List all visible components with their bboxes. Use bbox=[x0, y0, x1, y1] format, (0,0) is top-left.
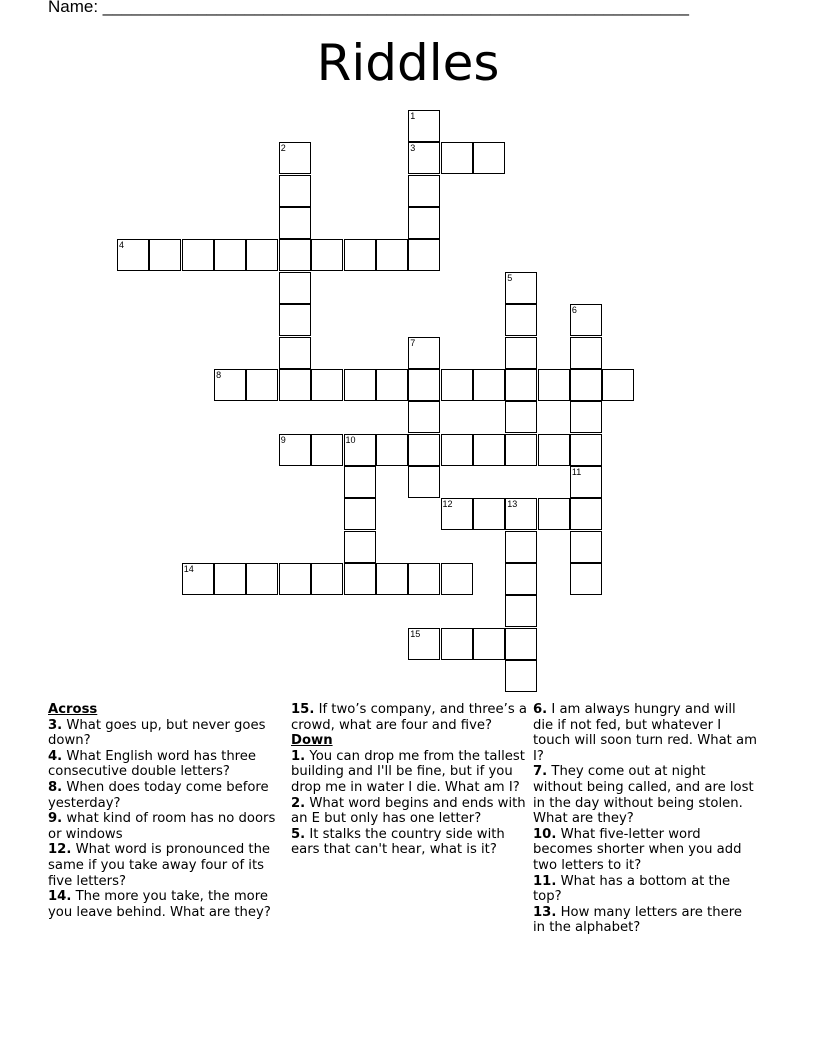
grid-cell[interactable] bbox=[505, 531, 537, 563]
clue-across-4: 4. What English word has three consecutive double letters? bbox=[48, 748, 257, 780]
clue-down-6: 6. I am always hungry and will die if not fed, but whatever I touch will soon turn red. What am I? bbox=[533, 702, 757, 764]
grid-cell[interactable] bbox=[117, 239, 149, 271]
clue-number: 8 bbox=[216, 369, 222, 380]
grid-cell[interactable] bbox=[473, 434, 505, 466]
grid-cell[interactable] bbox=[408, 369, 440, 401]
grid-cell[interactable] bbox=[538, 498, 570, 530]
grid-cell[interactable] bbox=[505, 595, 537, 627]
clue-column-2 bbox=[291, 702, 527, 858]
clue-number: 7 bbox=[410, 337, 416, 348]
clue-down-11: 11. What has a bottom at the top? bbox=[533, 873, 731, 905]
grid-cell[interactable] bbox=[344, 239, 376, 271]
clue-number: 1 bbox=[410, 111, 416, 121]
clue-down-7: 7. They come out at night without being called, and are lost in the day without being stolen. What are they? bbox=[533, 764, 754, 827]
grid-cell[interactable] bbox=[441, 628, 473, 660]
grid-cell[interactable] bbox=[246, 563, 278, 595]
grid-cell[interactable] bbox=[376, 434, 408, 466]
page-title: Riddles bbox=[316, 34, 500, 92]
grid-cell[interactable] bbox=[408, 337, 440, 369]
grid-cell[interactable] bbox=[441, 563, 473, 595]
clue-number: 6 bbox=[571, 305, 577, 316]
grid-cell[interactable] bbox=[602, 369, 634, 401]
grid-cell[interactable] bbox=[182, 563, 214, 595]
clue-across-9: 9. what kind of room has no doors or windows bbox=[48, 811, 276, 842]
clue-across-14: 14. The more you take, the more you leave behind. What are they? bbox=[48, 889, 271, 920]
grid-cell[interactable] bbox=[441, 142, 473, 174]
grid-cell[interactable] bbox=[538, 434, 570, 466]
grid-cell[interactable] bbox=[408, 142, 440, 174]
grid-cell[interactable] bbox=[473, 142, 505, 174]
grid-cell[interactable] bbox=[505, 498, 537, 530]
grid-cell[interactable] bbox=[505, 628, 537, 660]
grid-cell[interactable] bbox=[505, 272, 537, 304]
grid-cell[interactable] bbox=[344, 563, 376, 595]
grid-cell[interactable] bbox=[279, 337, 311, 369]
grid-cell[interactable] bbox=[505, 401, 537, 433]
grid-cell[interactable] bbox=[505, 304, 537, 336]
grid-cell[interactable] bbox=[408, 401, 440, 433]
grid-cell[interactable] bbox=[570, 337, 602, 369]
grid-cell[interactable] bbox=[441, 369, 473, 401]
clue-across-12: 12. What word is pronounced the same if you take away four of its five letters? bbox=[48, 842, 271, 889]
grid-cell[interactable] bbox=[473, 369, 505, 401]
grid-cell[interactable] bbox=[408, 207, 440, 239]
grid-cell[interactable] bbox=[570, 466, 602, 498]
grid-cell[interactable] bbox=[441, 498, 473, 530]
grid-cell[interactable] bbox=[279, 142, 311, 174]
clue-down-2: 2. What word begins and ends with an E but only has one letter? bbox=[291, 795, 526, 827]
clue-number: 10 bbox=[345, 434, 356, 445]
grid-cell[interactable] bbox=[344, 434, 376, 466]
grid-cell[interactable] bbox=[473, 498, 505, 530]
grid-cell[interactable] bbox=[279, 304, 311, 336]
grid-cell[interactable] bbox=[408, 466, 440, 498]
grid-cell[interactable] bbox=[505, 434, 537, 466]
grid-cell[interactable] bbox=[408, 628, 440, 660]
grid-cell[interactable] bbox=[279, 239, 311, 271]
grid-cell[interactable] bbox=[311, 563, 343, 595]
clue-number: 9 bbox=[280, 434, 286, 445]
grid-cell[interactable] bbox=[182, 239, 214, 271]
grid-cell[interactable] bbox=[570, 531, 602, 563]
grid-cell[interactable] bbox=[279, 369, 311, 401]
grid-cell[interactable] bbox=[149, 239, 181, 271]
clue-number: 5 bbox=[507, 272, 513, 283]
grid-cell[interactable] bbox=[570, 304, 602, 336]
grid-cell[interactable] bbox=[473, 628, 505, 660]
grid-cell[interactable] bbox=[311, 434, 343, 466]
grid-cell[interactable] bbox=[311, 239, 343, 271]
grid-cell[interactable] bbox=[376, 239, 408, 271]
grid-cell[interactable] bbox=[279, 272, 311, 304]
grid-cell[interactable] bbox=[214, 239, 246, 271]
grid-cell[interactable] bbox=[344, 498, 376, 530]
clue-number: 13 bbox=[507, 499, 518, 510]
grid-cell[interactable] bbox=[279, 434, 311, 466]
grid-cell[interactable] bbox=[214, 563, 246, 595]
grid-cell[interactable] bbox=[441, 434, 473, 466]
clue-number: 12 bbox=[442, 499, 453, 510]
grid-cell[interactable] bbox=[408, 175, 440, 207]
grid-cell[interactable] bbox=[311, 369, 343, 401]
clue-down-10: 10. What five-letter word becomes shorter when you add two letters to it? bbox=[533, 826, 742, 873]
grid-cell[interactable] bbox=[570, 369, 602, 401]
clue-down-13: 13. How many letters are there in the alphabet? bbox=[533, 904, 742, 936]
grid-cell[interactable] bbox=[344, 466, 376, 498]
grid-cell[interactable] bbox=[505, 337, 537, 369]
grid-cell[interactable] bbox=[570, 498, 602, 530]
grid-cell[interactable] bbox=[376, 563, 408, 595]
grid-cell[interactable] bbox=[279, 207, 311, 239]
grid-cell[interactable] bbox=[279, 563, 311, 595]
grid-cell[interactable] bbox=[570, 401, 602, 433]
grid-cell[interactable] bbox=[344, 369, 376, 401]
grid-cell[interactable] bbox=[505, 660, 537, 692]
name-field-label: Name: ______________________________________________________________ bbox=[48, 0, 689, 16]
across-header: Across bbox=[48, 702, 98, 717]
grid-cell[interactable] bbox=[538, 369, 570, 401]
grid-cell[interactable] bbox=[344, 531, 376, 563]
grid-cell[interactable] bbox=[570, 563, 602, 595]
clue-column-3 bbox=[533, 702, 758, 936]
down-header: Down bbox=[291, 733, 333, 749]
clue-across-3: 3. What goes up, but never goes down? bbox=[48, 717, 266, 749]
grid-cell[interactable] bbox=[408, 110, 440, 142]
grid-cell[interactable] bbox=[408, 434, 440, 466]
grid-cell[interactable] bbox=[246, 239, 278, 271]
grid-cell[interactable] bbox=[570, 434, 602, 466]
clue-number: 2 bbox=[280, 143, 286, 154]
clue-number: 11 bbox=[571, 466, 582, 477]
grid-cell[interactable] bbox=[246, 369, 278, 401]
grid-cell[interactable] bbox=[279, 175, 311, 207]
clue-down-5: 5. It stalks the country side with ears that can't hear, what is it? bbox=[291, 826, 505, 858]
clue-down-1: 1. You can drop me from the tallest building and I'll be fine, but if you drop me in water I die. What am I? bbox=[291, 748, 525, 795]
clue-number: 14 bbox=[183, 563, 194, 574]
clue-column-1 bbox=[48, 702, 284, 920]
grid-cell[interactable] bbox=[376, 369, 408, 401]
clue-number: 4 bbox=[119, 240, 125, 251]
grid-cell[interactable] bbox=[408, 563, 440, 595]
grid-cell[interactable] bbox=[505, 563, 537, 595]
clue-across-15: 15. If two’s company, and three’s a crowd, what are four and five? bbox=[291, 702, 527, 733]
grid-cell[interactable] bbox=[214, 369, 246, 401]
grid-cell[interactable] bbox=[408, 239, 440, 271]
clue-number: 15 bbox=[410, 628, 421, 639]
grid-cell[interactable] bbox=[505, 369, 537, 401]
clue-number: 3 bbox=[410, 143, 416, 154]
clue-across-8: 8. When does today come before yesterday? bbox=[48, 779, 269, 811]
